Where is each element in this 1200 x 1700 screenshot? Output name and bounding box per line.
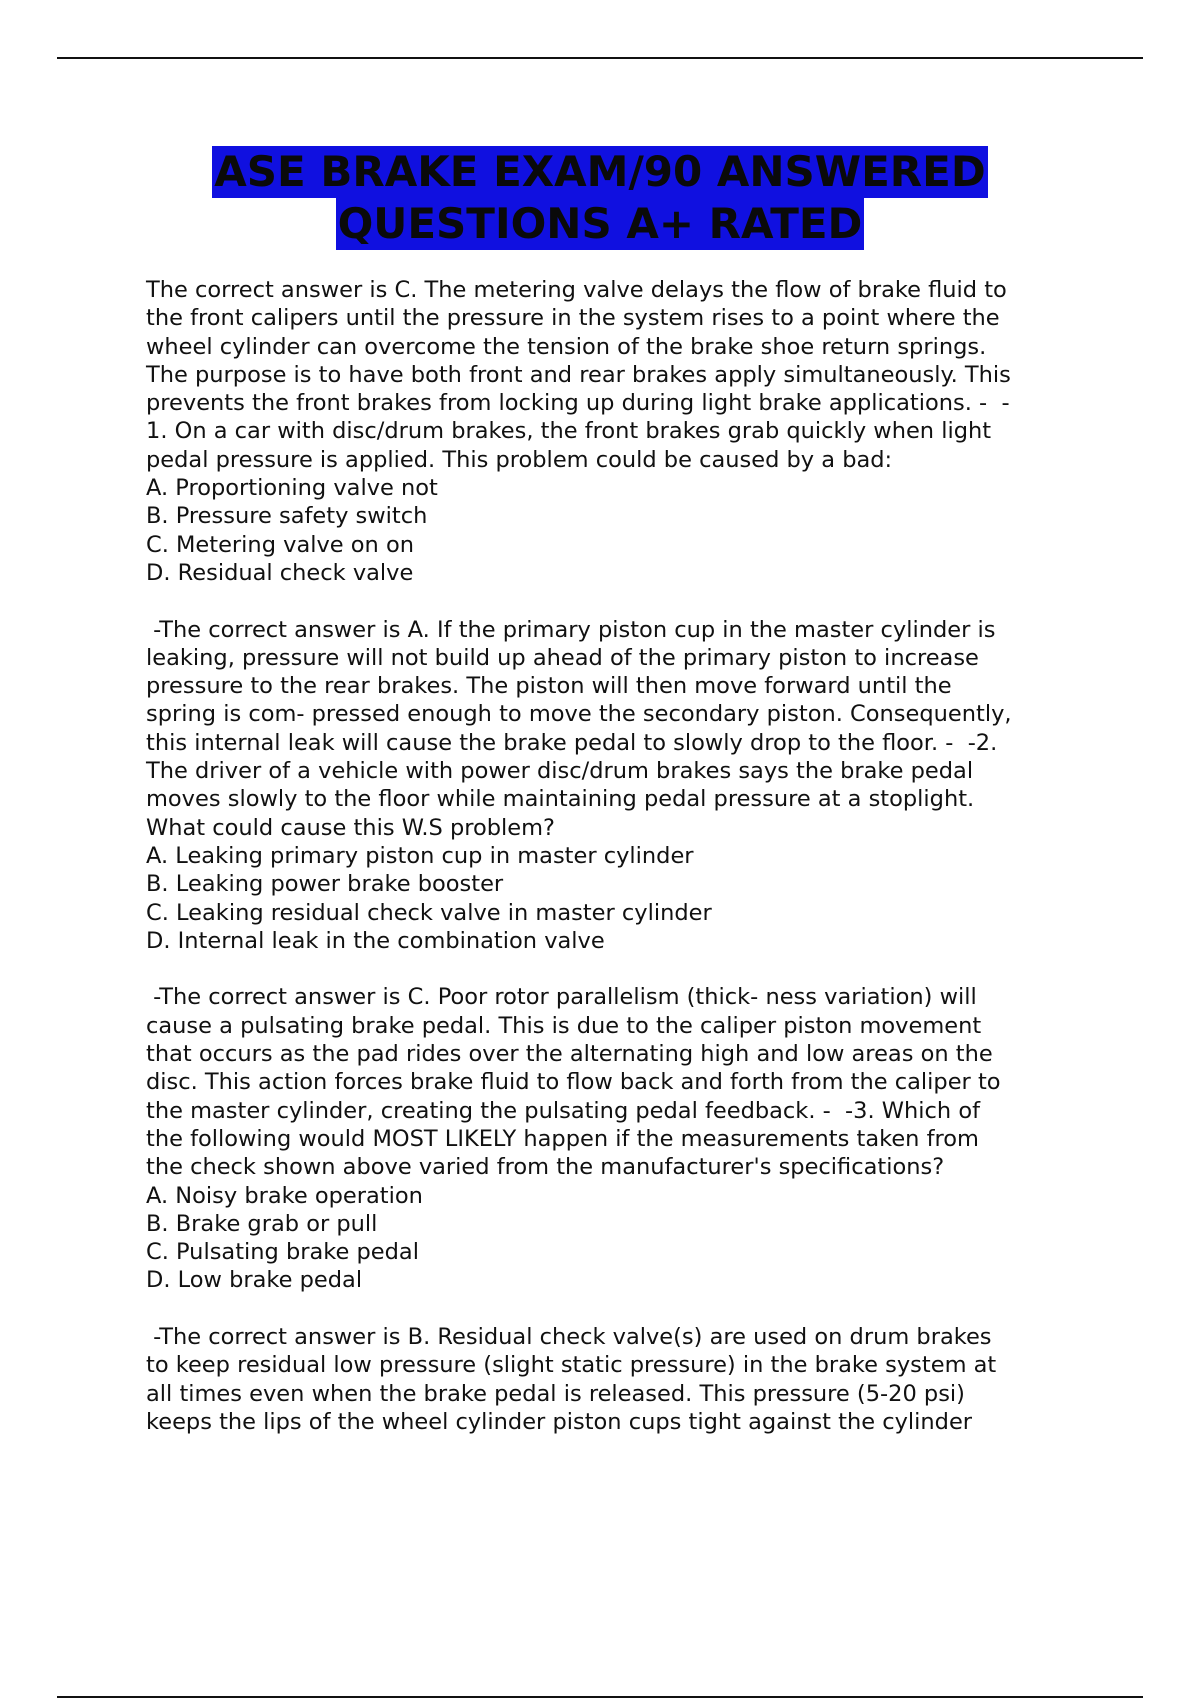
option-a: A. Leaking primary piston cup in master cylinder — [146, 842, 694, 869]
bottom-rule — [57, 1696, 1143, 1698]
text-line: the master cylinder, creating the pulsating pedal feedback. - -3. Which of — [146, 1097, 981, 1124]
top-rule — [57, 57, 1143, 59]
option-c: C. Metering valve on on — [146, 531, 415, 558]
document-body — [146, 276, 1081, 1464]
title-line-2: QUESTIONS A+ RATED — [337, 199, 863, 248]
option-c: C. Leaking residual check valve in master cylinder — [146, 899, 712, 926]
answer-block-3 — [146, 983, 1081, 1294]
question-line: the following would MOST LIKELY happen if the measurements taken from — [146, 1125, 979, 1152]
text-line: cause a pulsating brake pedal. This is due to the caliper piston movement — [146, 1012, 982, 1039]
question-line: 1. On a car with disc/drum brakes, the front brakes grab quickly when light — [146, 418, 992, 445]
option-a: A. Proportioning valve not — [146, 475, 438, 502]
option-d: D. Residual check valve — [146, 559, 414, 586]
text-line: disc. This action forces brake fluid to flow back and forth from the caliper to — [146, 1069, 1001, 1096]
text-line: the front calipers until the pressure in the system rises to a point where the — [146, 305, 1000, 332]
text-line: The correct answer is C. The metering valve delays the flow of brake fluid to — [146, 277, 1007, 303]
text-line: wheel cylinder can overcome the tension of the brake shoe return springs. — [146, 333, 987, 360]
text-line: keeps the lips of the wheel cylinder piston cups tight against the cylinder — [146, 1408, 973, 1435]
text-line: leaking, pressure will not build up ahead of the primary piston to increase — [146, 644, 979, 671]
text-line: -The correct answer is C. Poor rotor parallelism (thick- ness variation) will — [146, 984, 977, 1011]
text-line: -The correct answer is B. Residual check valve(s) are used on drum brakes — [146, 1323, 992, 1350]
question-line: pedal pressure is applied. This problem could be caused by a bad: — [146, 446, 893, 473]
text-line: prevents the front brakes from locking up during light brake applications. - - — [146, 390, 1010, 417]
answer-block-1 — [146, 276, 1081, 587]
text-line: -The correct answer is A. If the primary piston cup in the master cylinder is — [146, 616, 996, 643]
answer-block-4 — [146, 1323, 1081, 1436]
option-c: C. Pulsating brake pedal — [146, 1239, 419, 1266]
text-line: that occurs as the pad rides over the alternating high and low areas on the — [146, 1041, 993, 1068]
answer-block-2 — [146, 616, 1081, 956]
text-line: The purpose is to have both front and rear brakes apply simultaneously. This — [146, 361, 1011, 388]
text-line: to keep residual low pressure (slight static pressure) in the brake system at — [146, 1352, 997, 1379]
question-line: The driver of a vehicle with power disc/drum brakes says the brake pedal — [146, 758, 974, 785]
option-d: D. Internal leak in the combination valve — [146, 927, 605, 954]
question-line: moves slowly to the floor while maintaining pedal pressure at a stoplight. — [146, 786, 975, 813]
text-line: all times even when the brake pedal is released. This pressure (5-20 psi) — [146, 1380, 965, 1407]
option-d: D. Low brake pedal — [146, 1267, 363, 1294]
question-line: the check shown above varied from the manufacturer's specifications? — [146, 1154, 945, 1181]
option-b: B. Leaking power brake booster — [146, 871, 504, 898]
text-line: this internal leak will cause the brake pedal to slowly drop to the floor. - -2. — [146, 729, 998, 756]
option-b: B. Brake grab or pull — [146, 1210, 378, 1237]
option-b: B. Pressure safety switch — [146, 503, 428, 530]
text-line: pressure to the rear brakes. The piston will then move forward until the — [146, 673, 952, 700]
option-a: A. Noisy brake operation — [146, 1182, 423, 1209]
title-line-1: ASE BRAKE EXAM/90 ANSWERED — [214, 147, 986, 196]
document-title — [0, 146, 1200, 250]
question-line: What could cause this W.S problem? — [146, 814, 555, 841]
text-line: spring is com- pressed enough to move the secondary piston. Consequently, — [146, 701, 1012, 728]
